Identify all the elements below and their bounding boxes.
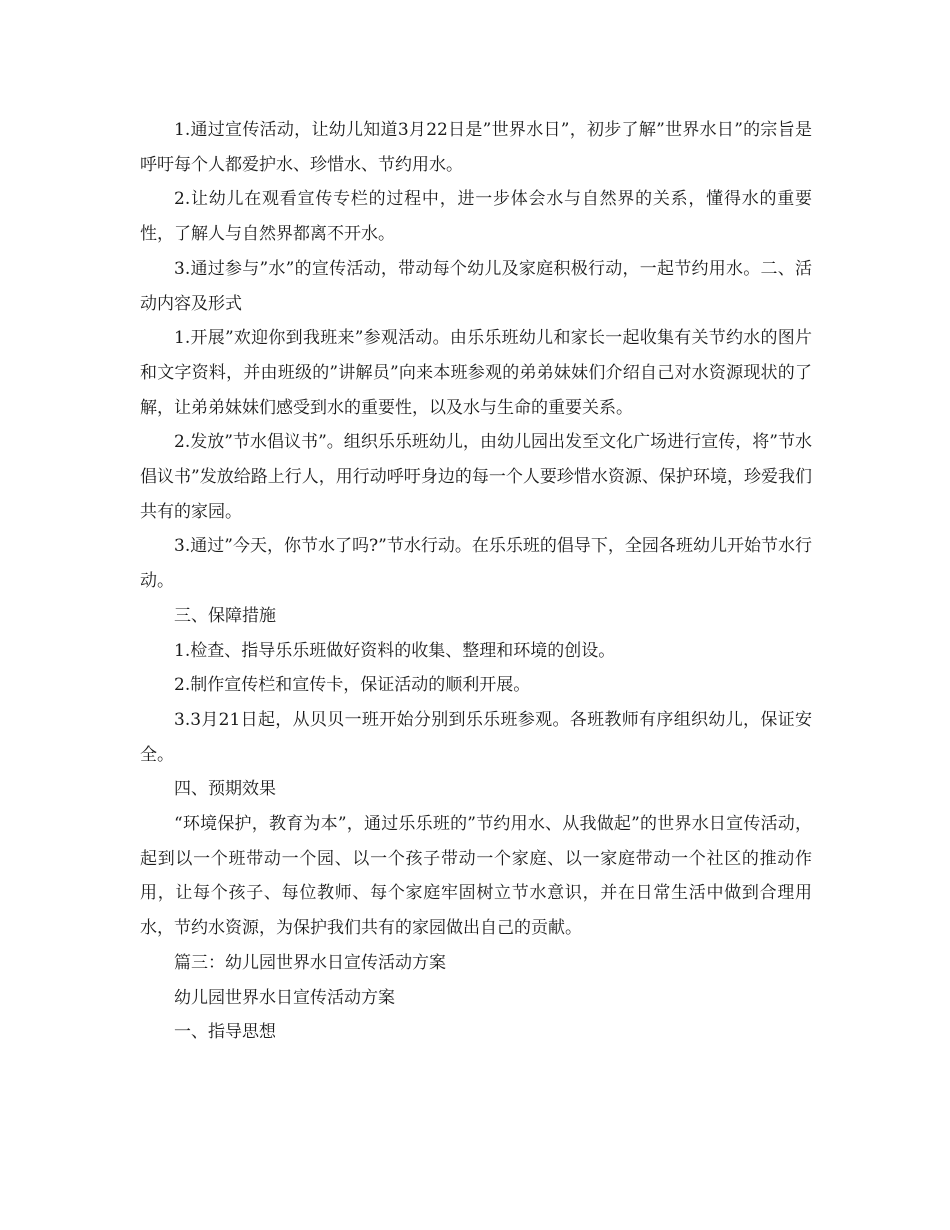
document-title: 幼儿园世界水日宣传活动方案 — [174, 987, 395, 1008]
heading-expected-results: 四、预期效果 — [174, 779, 276, 800]
paragraph-activity-1: 1.开展”欢迎你到我班来”参观活动。由乐乐班幼儿和家长一起收集有关节约水的图片和文字资料，并由班级的”讲解员”向来本班参观的弟弟妹妹们介绍自己对水资源现状的了解，让弟弟妹妹们感受到水的重要性，以及水与生命的重要关系。 — [140, 328, 812, 418]
paragraph-safeguard-3: 3.3月21日起，从贝贝一班开始分别到乐乐班参观。各班教师有序组织幼儿，保证安全。 — [140, 709, 812, 765]
paragraph-activity-2: 2.发放”节水倡议书”。组织乐乐班幼儿，由幼儿园出发至文化广场进行宣传，将”节水倡议书”发放给路上行人，用行动呼吁身边的每一个人要珍惜水资源、保护环境，珍爱我们共有的家园。 — [140, 432, 812, 522]
paragraph-expected-results: “环境保护，教育为本”，通过乐乐班的”节约用水、从我做起”的世界水日宣传活动，起到以一个班带动一个园、以一个孩子带动一个家庭、以一家庭带动一个社区的推动作用，让每个孩子、每位教师、每个家庭牢固树立节水意识，并在日常生活中做到合理用水，节约水资源，为保护我们共有的家园做出自己的贡献。 — [140, 814, 812, 939]
paragraph-goal-2: 2.让幼儿在观看宣传专栏的过程中，进一步体会水与自然界的关系，懂得水的重要性，了解人与自然界都离不开水。 — [140, 189, 812, 245]
document-body — [140, 113, 812, 1050]
heading-guiding-ideology: 一、指导思想 — [174, 1022, 276, 1043]
paragraph-safeguard-2: 2.制作宣传栏和宣传卡，保证活动的顺利开展。 — [174, 675, 531, 696]
paragraph-goal-3: 3.通过参与”水”的宣传活动，带动每个幼儿及家庭积极行动，一起节约用水。二、活动内容及形式 — [140, 258, 812, 314]
heading-safeguards: 三、保障措施 — [174, 605, 276, 626]
section-title-part-three: 篇三：幼儿园世界水日宣传活动方案 — [174, 952, 446, 973]
paragraph-goal-1: 1.通过宣传活动，让幼儿知道3月22日是”世界水日”，初步了解”世界水日”的宗旨是呼吁每个人都爱护水、珍惜水、节约用水。 — [140, 120, 812, 175]
paragraph-safeguard-1: 1.检查、指导乐乐班做好资料的收集、整理和环境的创设。 — [174, 640, 616, 661]
paragraph-activity-3: 3.通过”今天，你节水了吗?”节水行动。在乐乐班的倡导下，全园各班幼儿开始节水行动。 — [140, 536, 812, 592]
